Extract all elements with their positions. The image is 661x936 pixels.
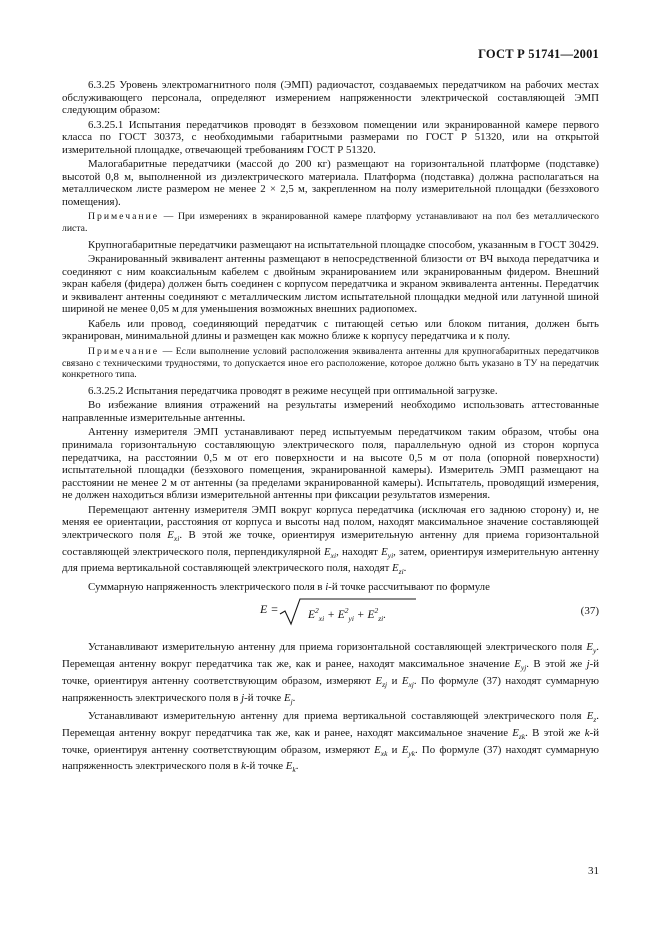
formula-37: E = $E^2_{xi} + E^2_{yi} + E^2_{zi}$. (37) xyxy=(62,597,599,633)
formula-number: (37) xyxy=(580,605,599,618)
paragraph: 6.3.25.1 Испытания передатчиков проводят в безэховом помещении или экранированной камере первого класса по ГОСТ 30373, с необходимыми габаритными размерами по ГОСТ Р 51320, или на открытой измерительной площадке, отвечающей требованиям ГОСТ Р 51320. xyxy=(62,118,599,156)
paragraph: Кабель или провод, соединяющий передатчик с питающей сетью или блоком питания, должен быть экранирован, минимальной длины и размещен как можно ближе к корпусу передатчика и к полу. xyxy=(62,317,599,343)
paragraph: Суммарную напряженность электрического поля в i-й точке рассчитывают по формуле xyxy=(88,580,490,593)
paragraph: Устанавливают измерительную антенну для приема горизонтальной составляющей электрического поля $E_y$. Перемещая антенну вокруг передатчика так же, как и ранее, находят максимальное значение $E_{yj}$. В этой же j-й точке, ориентируя антенну соответствующим образом, измеряют $E_{zj}$ и $E_{xj}$. По формуле (37) находят суммарную напряженность электрического поля в j-й точке $E_j$. xyxy=(62,641,599,706)
note-label: Примечание xyxy=(88,346,160,358)
page-number: 31 xyxy=(588,865,599,877)
paragraph: Во избежание влияния отражений на результаты измерений необходимо использовать аттестованные направленные измерительные антенны. xyxy=(62,399,599,424)
note-label: Примечание xyxy=(88,211,160,223)
paragraph: 6.3.25 Уровень электромагнитного поля (ЭМП) радиочастот, создаваемых передатчиком на рабочих местах обслуживающего персонала, определяют измерением напряженности электрической составляющей ЭМП следующим образом: xyxy=(62,79,599,117)
paragraph: 6.3.25.2 Испытания передатчика проводят в режиме несущей при оптимальной загрузке. xyxy=(88,384,498,397)
radicand: $E^2_{xi} + E^2_{yi} + E^2_{zi}$. xyxy=(308,606,387,624)
note xyxy=(62,346,599,381)
paragraph: Крупногабаритные передатчики размещают на испытательной площадке способом, указанным в ГОСТ 30429. xyxy=(88,238,599,251)
note xyxy=(62,211,599,234)
paragraph: Малогабаритные передатчики (массой до 200 кг) размещают на горизонтальной платформе (подставке) высотой 0,8 м, выполненной из диэлектрического материала. Платформа (подставка) должна располагаться на металлическом листе размером не менее 2 × 2,5 м, закрепленном на полу измерительной площадки (безэхового помещения). xyxy=(62,158,599,208)
paragraph: Экранированный эквивалент антенны размещают в непосредственной близости от ВЧ выхода передатчика и соединяют с ним коаксиальным кабелем с двойным экранированием или экранированным фидером. Внешний экран кабеля (фидера) должен быть соединен с корпусом передатчика и экраном эквивалента антенны. Передатчик и эквивалент антенны соединяют с металлическим листом испытательной площадки медной или латунной шиной шириной не менее 0,05 м для уменьшения возможных внешних радиопомех. xyxy=(62,253,599,316)
note-text: — При измерениях в экранированной камере платформу устанавливают на пол без металлического листа. xyxy=(62,211,599,235)
page-body xyxy=(62,79,599,779)
paragraph: Устанавливают измерительную антенну для приема вертикальной составляющей электрического поля $E_z$. Перемещая антенну вокруг передатчика так же, как и ранее, находят максимальное значение $E_{zk}$. В этой же k-й точке, ориентируя антенну соответствующим образом, измеряют $E_{xk}$ и $E_{yk}$. По формуле (37) находят суммарную напряженность электрического поля в k-й точке $E_k$. xyxy=(62,710,599,775)
paragraph: Антенну измерителя ЭМП устанавливают перед испытуемым передатчиком таким образом, чтобы она принимала горизонтальную составляющую электрического поля, параллельную одной из сторон корпуса передатчика, на расстоянии 0,5 м от его поверхности и на высоте 0,5 м от пола (опорной поверхности) испытательной площадки (безэхового помещения, экранированной камеры). Измеритель ЭМП размещают на расстоянии не менее 2 м от антенны (за пределами экранированной камеры). Испытатель, проводящий измерения, не должен находиться вблизи измерительной антенны при фиксации результатов измерения. xyxy=(62,426,599,502)
document-header: ГОСТ Р 51741—2001 xyxy=(478,47,599,61)
paragraph: Перемещают антенну измерителя ЭМП вокруг корпуса передатчика (исключая его заднюю сторону) и, не меняя ее ориентации, расстояния от корпуса и высоты над полом, находят максимальное значение составляющей электрического поля $E_{xi}$. В этой же точке, ориентируя измерительную антенну для приема горизонтальной составляющей электрического поля, перпендикулярной $E_{xi}$, находят $E_{yi}$, затем, ориентируя измерительную антенну для приема вертикальной составляющей электрического поля, находят $E_{zi}$. xyxy=(62,503,599,577)
note-text: — Если выполнение условий расположения эквивалента антенны для крупногабаритных передатчиков связано с техническими трудностями, то допускается иное его расположение, которое должно быть указано в ТУ на передатчик конкретного типа. xyxy=(62,346,599,381)
